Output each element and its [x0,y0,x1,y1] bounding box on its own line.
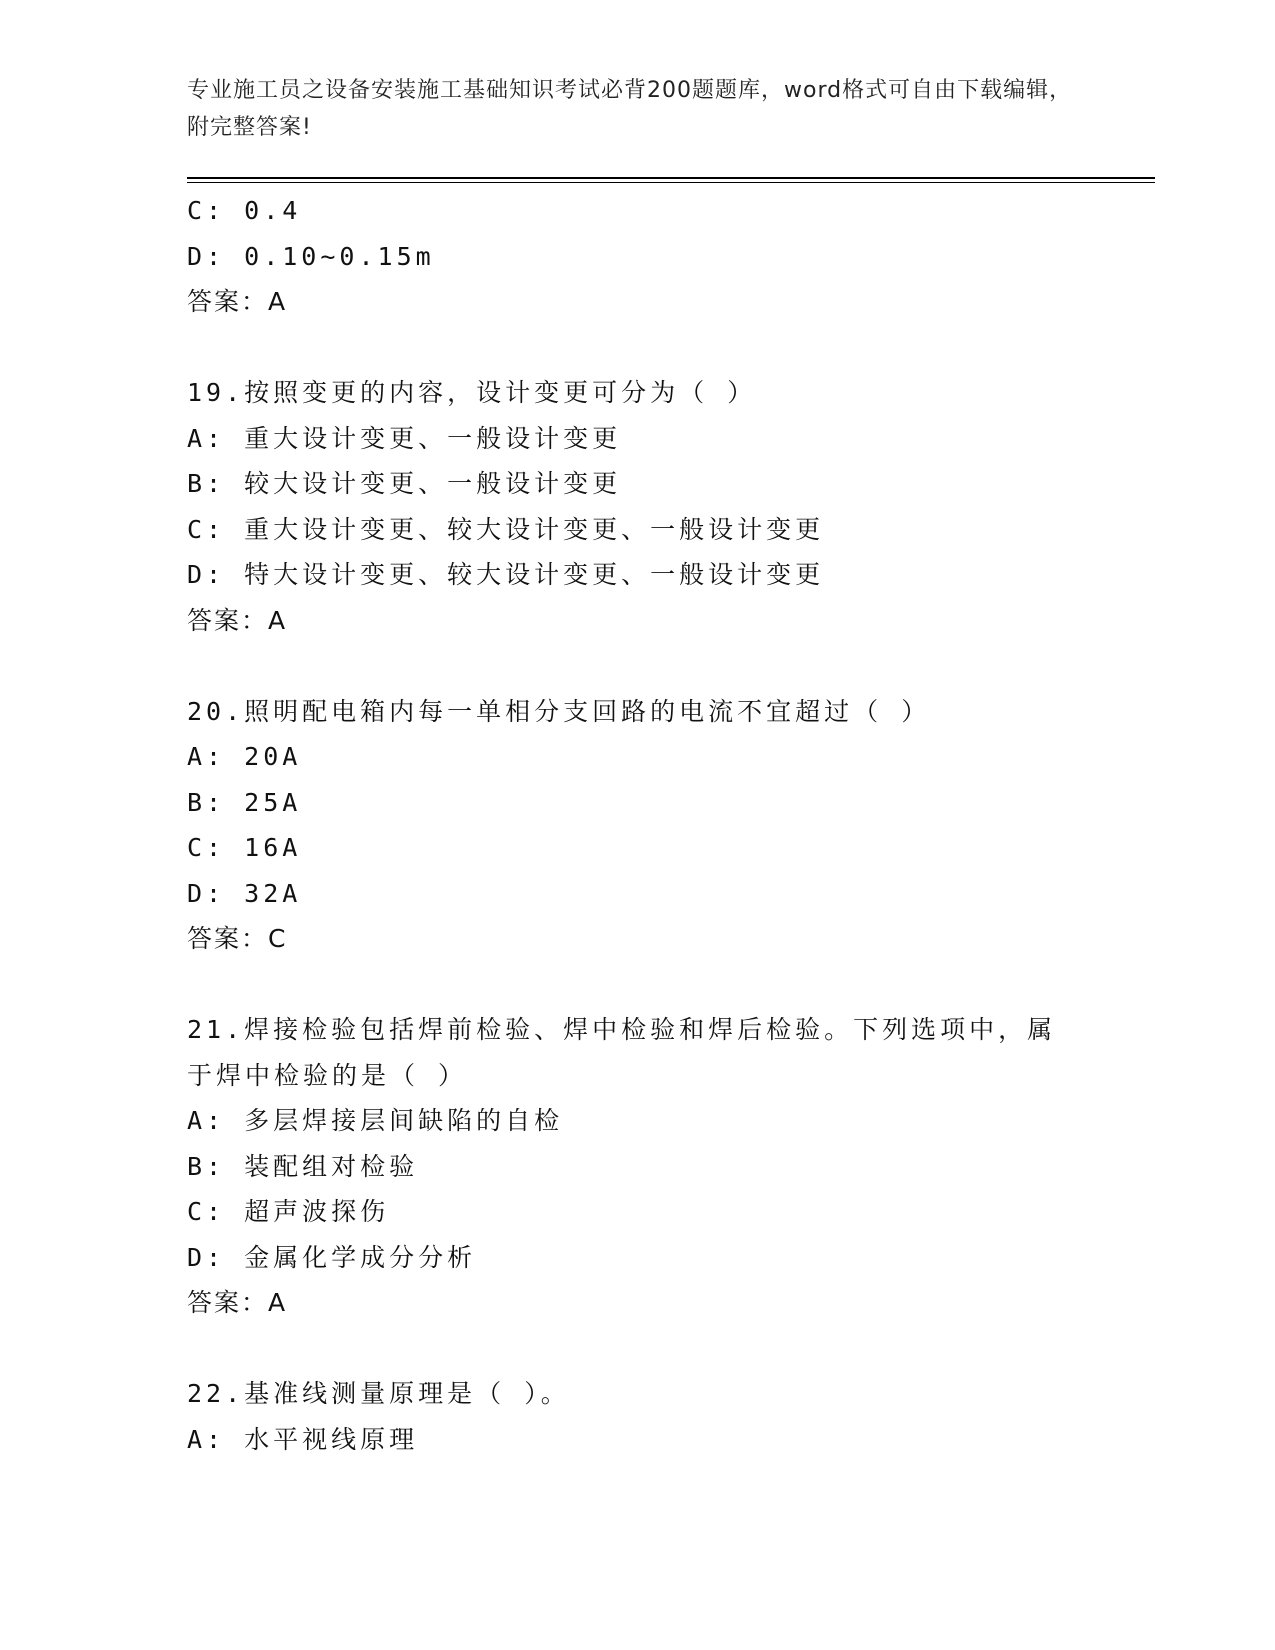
option-b: B: 25A [187,787,302,817]
question-list [187,188,1087,1462]
document-header: 专业施工员之设备安装施工基础知识考试必背200题题库，word格式可自由下载编辑，附完整答案! [187,78,1073,140]
question-stem: 19.按照变更的内容，设计变更可分为（ ） [187,378,757,407]
spacer [187,1326,1087,1372]
question-block-22 [187,1371,1087,1462]
option-d: D: 特大设计变更、较大设计变更、一般设计变更 [187,560,825,589]
option-a: A: 重大设计变更、一般设计变更 [187,423,622,453]
answer-line: 答案：A [187,605,288,635]
question-block-20 [187,689,1087,962]
answer-line: 答案：A [187,1288,288,1317]
option-d: D: 32A [187,878,302,908]
question-stem: 21.焊接检验包括焊前检验、焊中检验和焊后检验。下列选项中，属于焊中检验的是（ ） [187,1015,1057,1090]
answer-line: 答案：A [187,287,288,316]
option-a: A: 水平视线原理 [187,1424,419,1454]
spacer [187,643,1087,689]
question-block-19 [187,370,1087,643]
header-divider-thin [187,182,1155,183]
answer-line: 答案：C [187,924,288,953]
option-c: C: 16A [187,833,302,862]
header-divider-thick [187,177,1155,179]
question-stem: 20.照明配电箱内每一单相分支回路的电流不宜超过（ ） [187,696,931,726]
option-a: A: 20A [187,742,302,771]
option-b: B: 装配组对检验 [187,1151,419,1181]
question-block-18 [187,188,1087,325]
spacer [187,325,1087,371]
option-b: B: 较大设计变更、一般设计变更 [187,469,622,498]
option-d: D: 金属化学成分分析 [187,1242,477,1272]
option-c: C: 0.4 [187,196,302,225]
question-block-21 [187,1007,1087,1326]
option-a: A: 多层焊接层间缺陷的自检 [187,1106,564,1135]
question-stem: 22.基准线测量原理是（ ）。 [187,1379,570,1408]
option-d: D: 0.10~0.15m [187,241,435,271]
spacer [187,962,1087,1008]
option-c: C: 超声波探伤 [187,1197,390,1226]
option-c: C: 重大设计变更、较大设计变更、一般设计变更 [187,514,825,544]
